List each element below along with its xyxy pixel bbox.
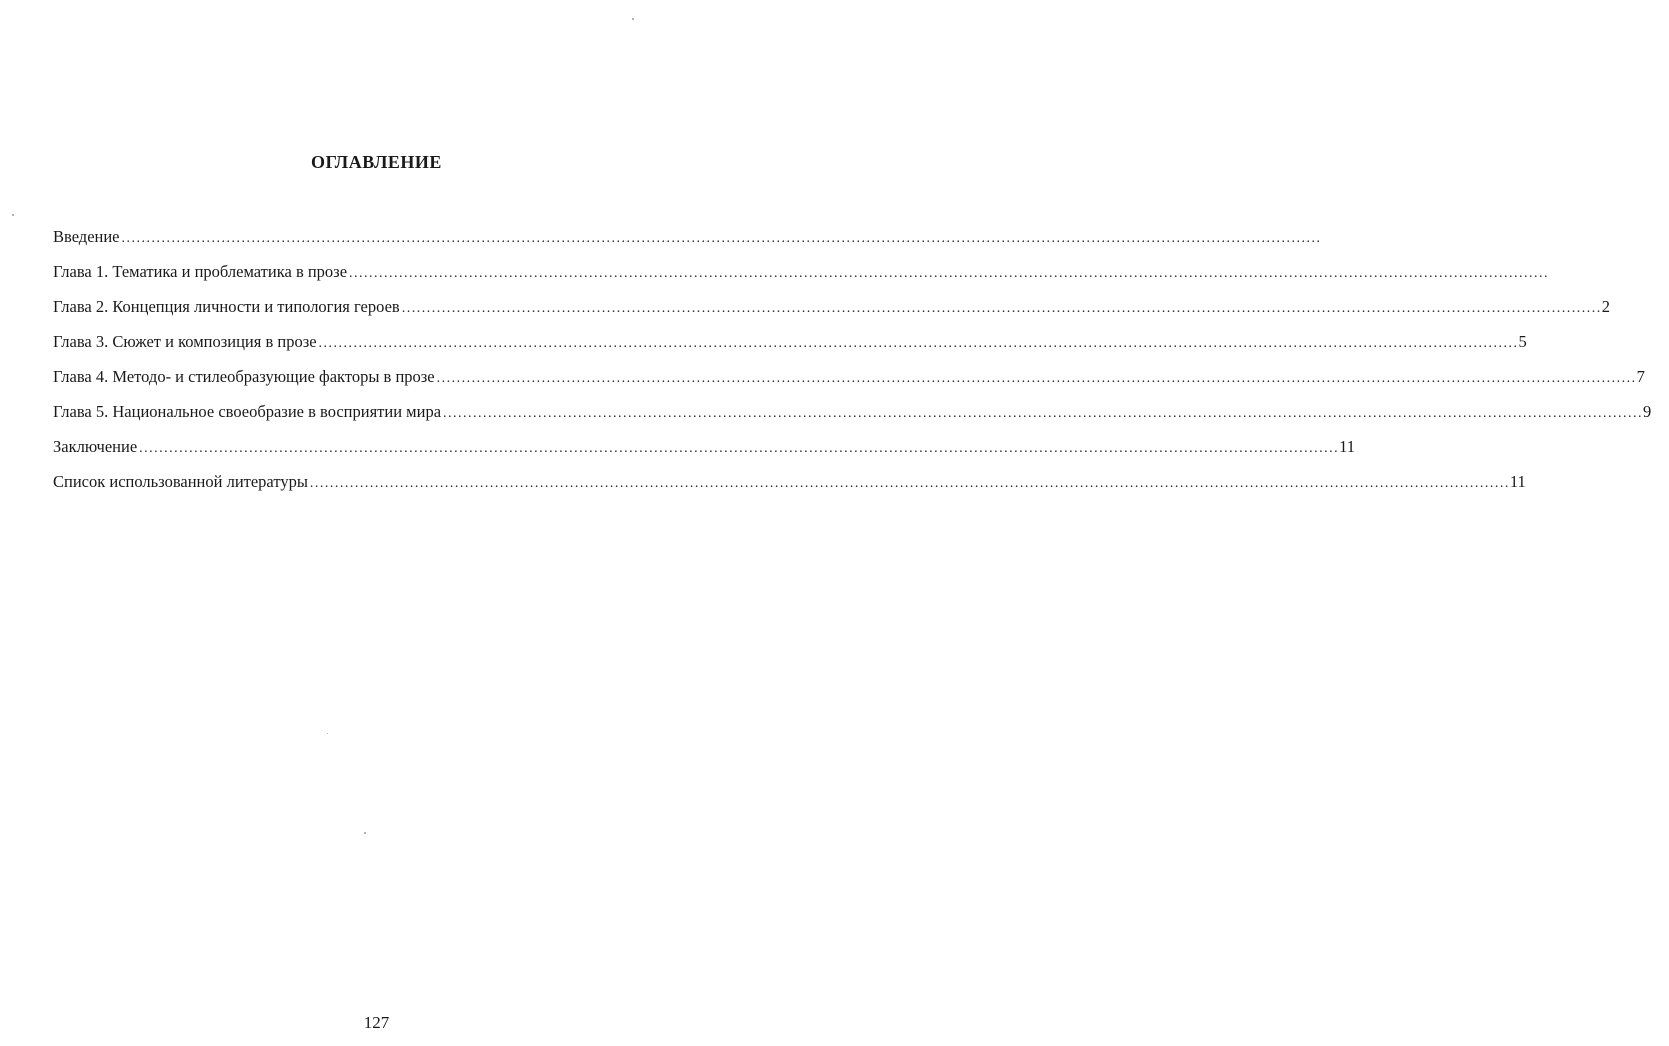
- toc-dot-leader: [139, 441, 1339, 457]
- toc-entry-chapter-5: [53, 402, 1652, 437]
- scan-speck: [364, 832, 366, 834]
- toc-dot-leader: [349, 266, 1549, 282]
- toc-dot-leader: [402, 301, 1602, 317]
- toc-dot-leader: [437, 371, 1637, 387]
- toc-entry-conclusion: [53, 437, 1356, 472]
- toc-entry-chapter-1: [53, 262, 713, 297]
- page-number: 127: [363, 1013, 390, 1032]
- toc-entry-title: Глава 5. Национальное своеобразие в восприятии мира: [53, 402, 442, 421]
- toc-entry-bibliography: [53, 472, 1526, 507]
- toc-dot-leader: [443, 406, 1643, 422]
- toc-entry-page: 5: [1518, 332, 1527, 351]
- toc-entry-page: 7: [1636, 367, 1645, 386]
- toc-entry-title: Введение: [53, 227, 120, 246]
- toc-entry-title: Список использованной литературы: [53, 472, 308, 491]
- page-title: ОГЛАВЛЕНИЕ: [311, 152, 442, 172]
- toc-dot-leader: [310, 476, 1510, 492]
- toc-entry-chapter-4: [53, 367, 1645, 402]
- table-of-contents: [53, 227, 1652, 507]
- toc-entry-page: 2: [1601, 297, 1610, 316]
- toc-entry-title: Глава 4. Методо- и стилеобразующие факторы в прозе: [53, 367, 435, 386]
- scan-speck: [12, 214, 14, 216]
- toc-entry-title: Глава 1. Тематика и проблематика в прозе: [53, 262, 348, 281]
- toc-entry-page: 11: [1509, 472, 1526, 491]
- scan-speck: [632, 18, 634, 20]
- toc-entry-title: Глава 3. Сюжет и композиция в прозе: [53, 332, 317, 351]
- toc-entry-chapter-2: [53, 297, 1610, 332]
- scan-speck: [327, 733, 328, 734]
- toc-entry-introduction: [53, 227, 713, 262]
- toc-entry-title: Заключение: [53, 437, 138, 456]
- toc-dot-leader: [122, 231, 1322, 247]
- toc-entry-title: Глава 2. Концепция личности и типология героев: [53, 297, 400, 316]
- toc-dot-leader: [319, 336, 1519, 352]
- toc-entry-chapter-3: [53, 332, 1527, 367]
- toc-entry-page: 11: [1339, 437, 1356, 456]
- toc-entry-page: 9: [1643, 402, 1652, 421]
